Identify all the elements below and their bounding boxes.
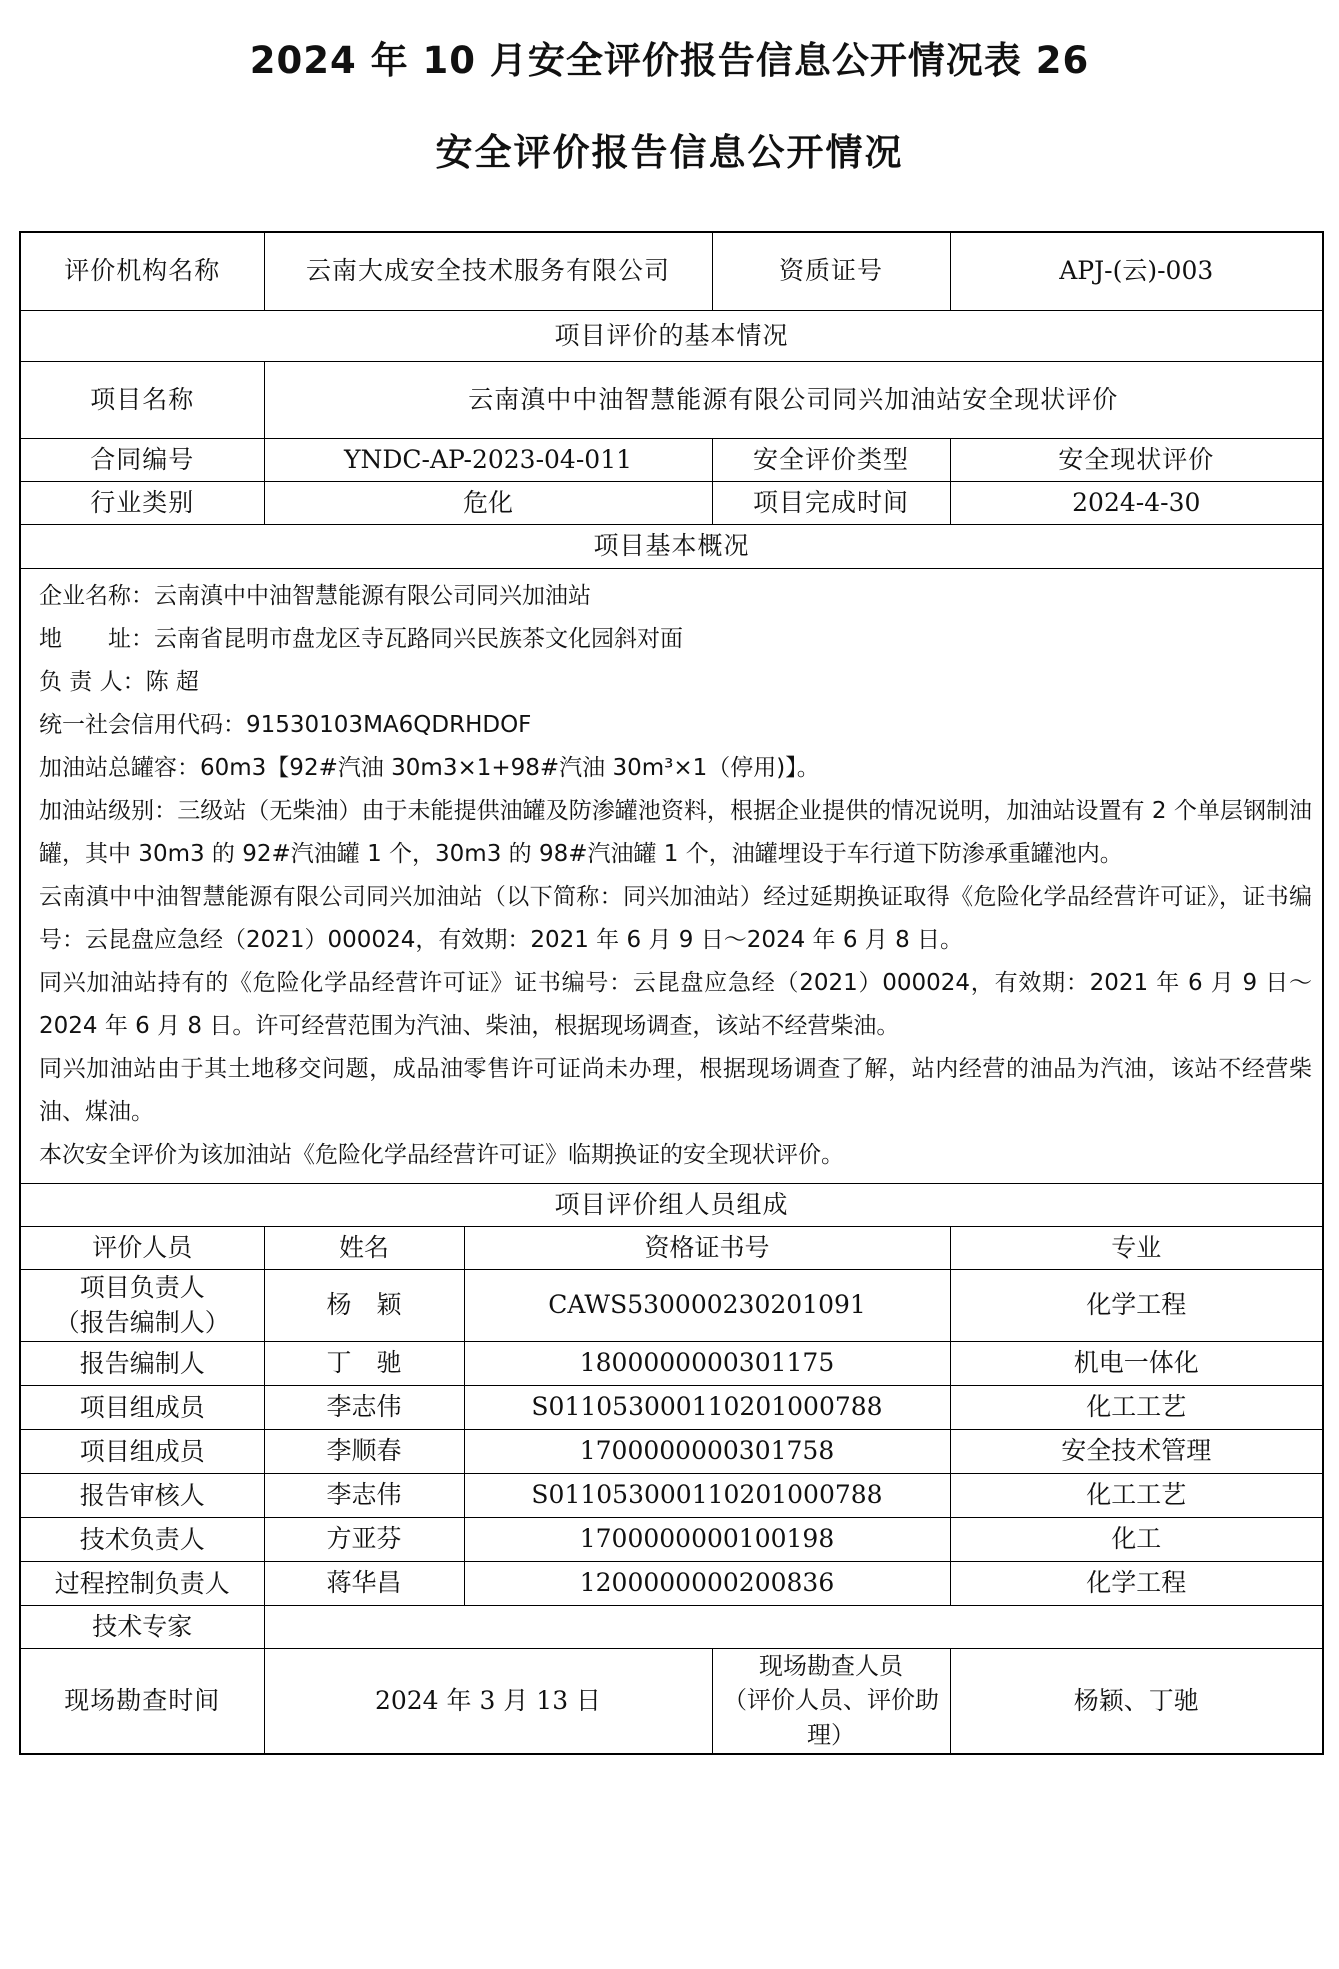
team-name: 李顺春 [264, 1429, 464, 1473]
team-major: 化工 [950, 1517, 1323, 1561]
team-cert: CAWS530000230201091 [464, 1269, 950, 1341]
team-header-cert: 资格证书号 [464, 1226, 950, 1269]
team-role: 项目组成员 [20, 1385, 264, 1429]
eval-type-value: 安全现状评价 [950, 438, 1323, 481]
project-name-label: 项目名称 [20, 361, 264, 438]
team-major: 化工工艺 [950, 1473, 1323, 1517]
document-title: 2024 年 10 月安全评价报告信息公开情况表 26 [249, 39, 1090, 82]
overview-line: 加油站总罐容：60m3【92#汽油 30m3×1+98#汽油 30m³×1（停用)】。 [39, 754, 820, 781]
overview-line: 加油站级别：三级站（无柴油）由于未能提供油罐及防渗罐池资料，根据企业提供的情况说明，加油站设置有 2 个单层钢制油罐，其中 30m3 的 92#汽油罐 1 个，30m3 的 98#汽油罐 1 个，油罐埋设于车行道下防渗承重罐池内。 [39, 797, 1313, 867]
overview-line: 地 址：云南省昆明市盘龙区寺瓦路同兴民族茶文化园斜对面 [39, 625, 683, 652]
team-role: 技术负责人 [20, 1517, 264, 1561]
survey-time-value: 2024 年 3 月 13 日 [264, 1648, 712, 1754]
team-major: 化工工艺 [950, 1385, 1323, 1429]
team-major: 安全技术管理 [950, 1429, 1323, 1473]
overview-line: 云南滇中中油智慧能源有限公司同兴加油站（以下简称：同兴加油站）经过延期换证取得《危险化学品经营许可证》，证书编号：云昆盘应急经（2021）000024，有效期：2021 年 6 月 9 日～2024 年 6 月 8 日。 [39, 883, 1313, 953]
team-role: 报告审核人 [20, 1473, 264, 1517]
team-role: 报告编制人 [20, 1341, 264, 1385]
overview-line: 本次安全评价为该加油站《危险化学品经营许可证》临期换证的安全现状评价。 [39, 1141, 844, 1168]
project-name-value: 云南滇中中油智慧能源有限公司同兴加油站安全现状评价 [264, 361, 1323, 438]
team-header-major: 专业 [950, 1226, 1323, 1269]
team-row [20, 1517, 1323, 1561]
team-header-name: 姓名 [264, 1226, 464, 1269]
team-section-title: 项目评价组人员组成 [20, 1183, 1323, 1226]
org-row [20, 232, 1323, 310]
overview-line: 同兴加油站由于其土地移交问题，成品油零售许可证尚未办理，根据现场调查了解，站内经营的油品为汽油，该站不经营柴油、煤油。 [39, 1055, 1313, 1125]
eval-type-label: 安全评价类型 [712, 438, 950, 481]
team-cert: 1700000000301758 [464, 1429, 950, 1473]
contract-label: 合同编号 [20, 438, 264, 481]
team-name: 方亚芬 [264, 1517, 464, 1561]
team-cert: S011053000110201000788 [464, 1385, 950, 1429]
basic-section-title: 项目评价的基本情况 [20, 310, 1323, 361]
industry-value: 危化 [264, 481, 712, 524]
team-row [20, 1385, 1323, 1429]
overview-section-title: 项目基本概况 [20, 524, 1323, 568]
team-row [20, 1473, 1323, 1517]
team-name: 丁 驰 [264, 1341, 464, 1385]
team-row [20, 1561, 1323, 1605]
team-row [20, 1429, 1323, 1473]
survey-staff-value: 杨颖、丁驰 [950, 1648, 1323, 1754]
org-name-value: 云南大成安全技术服务有限公司 [264, 232, 712, 310]
team-header-role: 评价人员 [20, 1226, 264, 1269]
team-row [20, 1269, 1323, 1341]
team-cert: S011053000110201000788 [464, 1473, 950, 1517]
survey-time-label: 现场勘查时间 [20, 1648, 264, 1754]
document-subtitle: 安全评价报告信息公开情况 [435, 131, 904, 174]
team-header-row [20, 1226, 1323, 1269]
cert-label: 资质证号 [712, 232, 950, 310]
team-major: 化学工程 [950, 1561, 1323, 1605]
team-major: 机电一体化 [950, 1341, 1323, 1385]
overview-content [20, 568, 1323, 1183]
team-major: 化学工程 [950, 1269, 1323, 1341]
team-cert: 1700000000100198 [464, 1517, 950, 1561]
team-row [20, 1341, 1323, 1385]
team-name: 蒋华昌 [264, 1561, 464, 1605]
industry-label: 行业类别 [20, 481, 264, 524]
survey-staff-label: 现场勘查人员 （评价人员、评价助理） [712, 1648, 950, 1754]
survey-row [20, 1648, 1323, 1754]
org-name-label: 评价机构名称 [20, 232, 264, 310]
finish-time-value: 2024-4-30 [950, 481, 1323, 524]
team-name: 杨 颖 [264, 1269, 464, 1341]
expert-value [264, 1605, 1323, 1648]
overview-line: 同兴加油站持有的《危险化学品经营许可证》证书编号：云昆盘应急经（2021）000024，有效期：2021 年 6 月 9 日～2024 年 6 月 8 日。许可经营范围为汽油、柴油，根据现场调查，该站不经营柴油。 [39, 969, 1313, 1039]
team-role: 过程控制负责人 [20, 1561, 264, 1605]
cert-value: APJ-(云)-003 [950, 232, 1323, 310]
info-disclosure-table [19, 231, 1324, 1755]
expert-label: 技术专家 [20, 1605, 264, 1648]
overview-line: 负 责 人：陈 超 [39, 668, 199, 695]
industry-row [20, 481, 1323, 524]
overview-line: 统一社会信用代码：91530103MA6QDRHDOF [39, 711, 532, 738]
project-name-row [20, 361, 1323, 438]
team-name: 李志伟 [264, 1385, 464, 1429]
team-cert: 1800000000301175 [464, 1341, 950, 1385]
team-role: 项目负责人 （报告编制人） [20, 1269, 264, 1341]
contract-value: YNDC-AP-2023-04-011 [264, 438, 712, 481]
team-name: 李志伟 [264, 1473, 464, 1517]
contract-row [20, 438, 1323, 481]
team-role: 项目组成员 [20, 1429, 264, 1473]
finish-time-label: 项目完成时间 [712, 481, 950, 524]
expert-row [20, 1605, 1323, 1648]
overview-line: 企业名称：云南滇中中油智慧能源有限公司同兴加油站 [39, 582, 591, 609]
team-cert: 1200000000200836 [464, 1561, 950, 1605]
